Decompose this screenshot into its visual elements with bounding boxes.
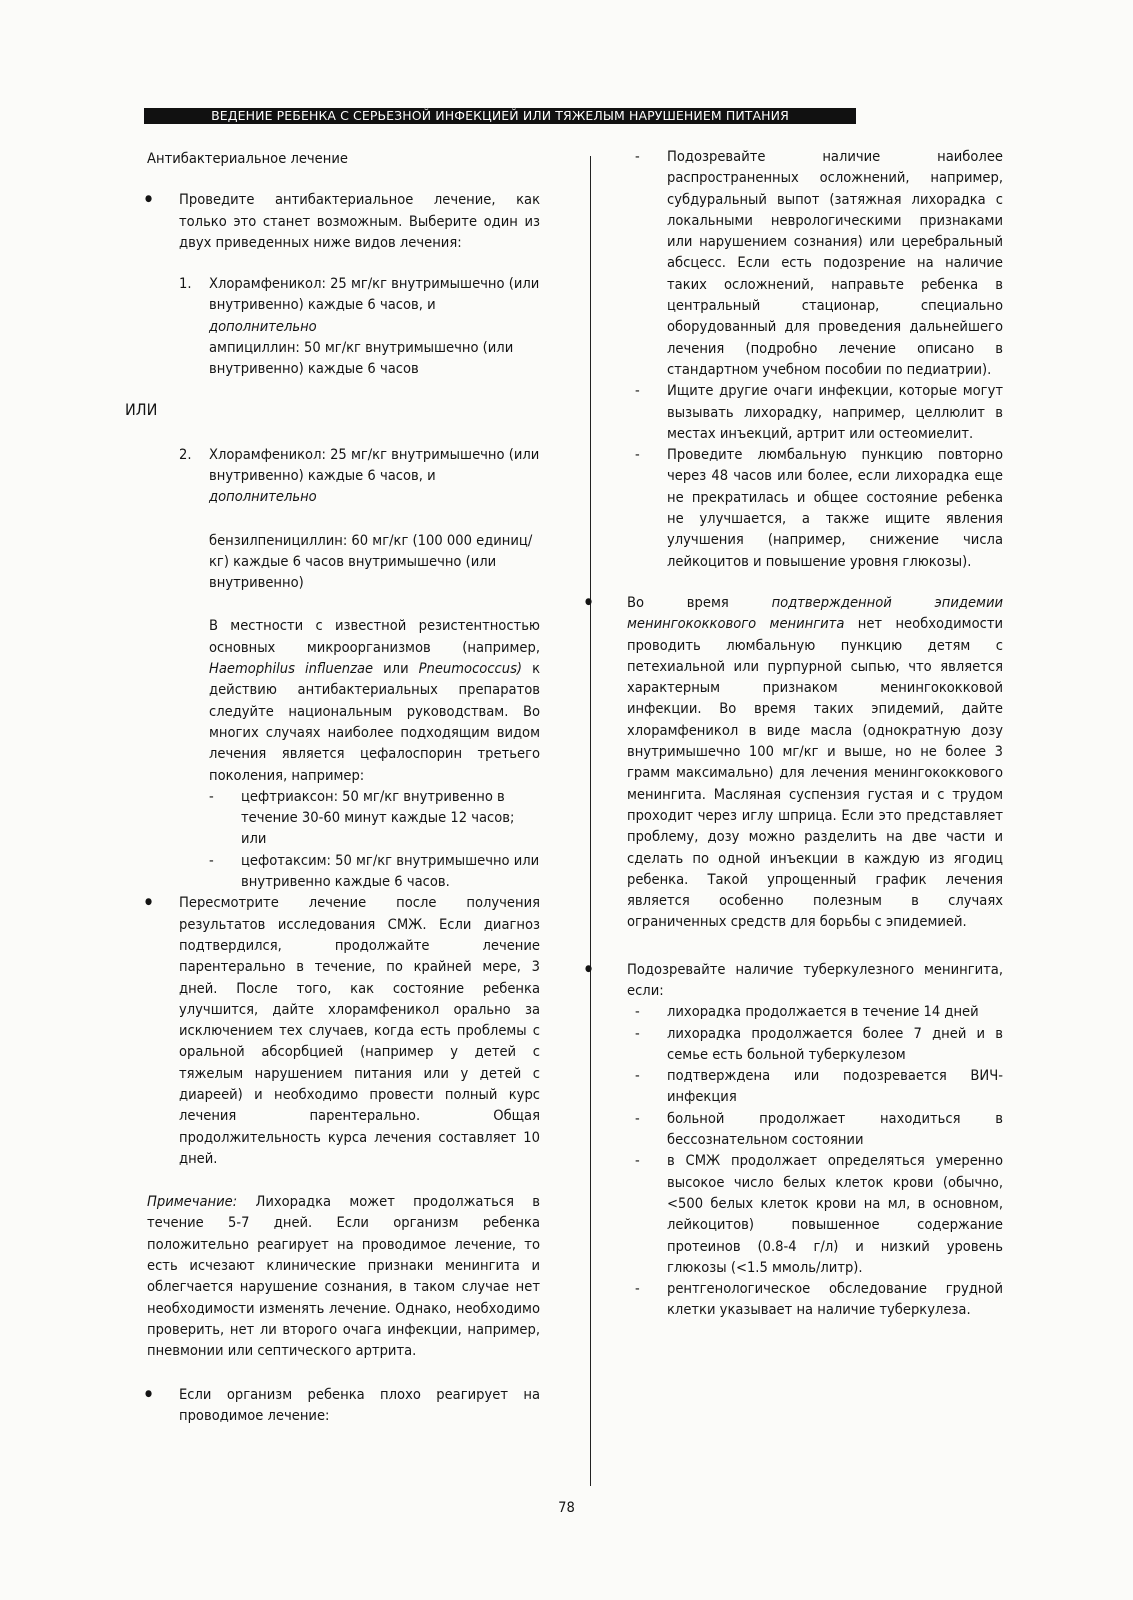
section-header: ВЕДЕНИЕ РЕБЕНКА С СЕРЬЕЗНОЙ ИНФЕКЦИЕЙ ИЛИ ТЯЖЕЛЫМ НАРУШЕНИЕМ ПИТАНИЯ xyxy=(144,108,856,124)
dash-other-foci: - Ищите другие очаги инфекции, которые могут вызывать лихорадку, например, целлюлит в местах инъекций, артрит или остеомиелит. xyxy=(635,380,1003,444)
tb-sign: - лихорадка продолжается в течение 14 дней xyxy=(635,1001,1003,1022)
tb-sign: - лихорадка продолжается более 7 дней и в семье есть больной туберкулезом xyxy=(635,1023,1003,1066)
cephalosporin-2: - цефотаксим: 50 мг/кг внутримышечно или внутривенно каждые 6 часов. xyxy=(147,850,540,893)
dash-complications: - Подозревайте наличие наиболее распространенных осложнений, например, субдуральный выпот (затяжная лихорадка с локальными неврологическими признаками или нарушением сознания) или церебральный абсцесс. Если есть подозрение на наличие таких осложнений, направьте ребенка в центральный стационар, специально оборудованный для проведения дальнейшего лечения (подробно лечение описано в стандартном учебном пособии по педиатрии). xyxy=(635,146,1003,380)
tb-sign: - рентгенологическое обследование грудной клетки указывает на наличие туберкулеза. xyxy=(635,1278,1003,1321)
right-column xyxy=(627,146,1003,1321)
bullet-epidemic: ● Во время подтвержденной эпидемии менингококкового менингита нет необходимости проводить люмбальную пункцию детям с петехиальной или пурпурной сыпью, что является характерным признаком менингококковой инфекции. Во время таких эпидемий, дайте хлорамфеникол в виде масла (однократную дозу внутримышечно 100 мг/кг и выше, но не более 3 грамм максимально) для лечения менингококкового менингита. Масляная суспензия густая и с трудом проходит через иглу шприца. Если это представляет проблему, дозу можно разделить на две части и сделать по одной инъекции в каждую из ягодиц ребенка. Такой упрощенный график лечения является особенно полезным в случаях ограниченных средств для борьбы с эпидемией. xyxy=(627,592,1003,933)
tb-sign: - в СМЖ продолжает определяться умеренно высокое число белых клеток крови (обычно, <500 белых клеток крови на мл, в основном, лейкоцитов) повышенное содержание протеинов (0.8-4 г/л) и низкий уровень глюкозы (<1.5 ммоль/литр). xyxy=(635,1150,1003,1278)
tb-sign: - больной продолжает находиться в бессознательном состоянии xyxy=(635,1108,1003,1151)
section-heading: Антибактериальное лечение xyxy=(147,150,348,167)
cephalosporin-1: - цефтриаксон: 50 мг/кг внутривенно в течение 30-60 минут каждые 12 часов; xyxy=(147,786,540,829)
bullet-review-treatment: ● Пересмотрите лечение после получения результатов исследования СМЖ. Если диагноз подтвердился, продолжайте лечение парентерально в течение, по крайней мере, 3 дней. После того, как состояние ребенка улучшится, дайте хлорамфеникол орально за исключением тех случаев, когда есть проблемы с оральной абсорбцией (например у детей с тяжелым нарушением питания или у детей с диареей) и необходимо провести полный курс лечения парентерально. Общая продолжительность курса лечения составляет 10 дней. xyxy=(147,892,540,1169)
bullet-tb-meningitis: ● Подозревайте наличие туберкулезного менингита, если: xyxy=(627,959,1003,1002)
option-1: 1. Хлорамфеникол: 25 мг/кг внутримышечно (или внутривенно) каждые 6 часов, и дополнительно ампициллин: 50 мг/кг внутримышечно (или внутривенно) каждые 6 часов xyxy=(179,275,540,378)
or-label: ИЛИ xyxy=(125,400,158,419)
dash-repeat-puncture: - Проведите люмбальную пункцию повторно через 48 часов или более, если лихорадка еще не прекратилась и общее состояние ребенка не улучшается, а также ищите явления улучшения (например, снижение числа лейкоцитов и повышение уровня глюкозы). xyxy=(635,444,1003,572)
note-paragraph: Примечание: Лихорадка может продолжаться в течение 5-7 дней. Если организм ребенка положительно реагирует на проводимое лечение, то есть исчезают клинические признаки менингита и облегчается нарушение сознания, в таком случае нет необходимости изменять лечение. Однако, необходимо проверить, нет ли второго очага инфекции, например, пневмонии или септического артрита. xyxy=(147,1193,540,1360)
column-divider xyxy=(590,156,591,1486)
option-2: 2. Хлорамфеникол: 25 мг/кг внутримышечно (или внутривенно) каждые 6 часов, и дополнительно бензилпенициллин: 60 мг/кг (100 000 единиц/кг) каждые 6 часов внутримышечно (или внутривенно) xyxy=(179,445,540,592)
bullet-start-treatment: ● Проведите антибактериальное лечение, как только это станет возможным. Выберите один из двух приведенных ниже видов лечения: xyxy=(147,189,540,253)
resistance-paragraph: В местности с известной резистентностью основных микроорганизмов (например, Haemophilus influenzae или Pneumococcus) к действию антибактериальных препаратов следуйте национальным руководствам. Во многих случаях наиболее подходящим видом лечения является цефалоспорин третьего поколения, например: xyxy=(209,617,540,784)
left-column xyxy=(147,148,540,1426)
bullet-poor-response: ● Если организм ребенка плохо реагирует на проводимое лечение: xyxy=(147,1384,540,1427)
tb-sign: - подтверждена или подозревается ВИЧ-инфекция xyxy=(635,1065,1003,1108)
page-number: 78 xyxy=(558,1499,575,1516)
cephalosporin-or: или xyxy=(241,830,267,848)
